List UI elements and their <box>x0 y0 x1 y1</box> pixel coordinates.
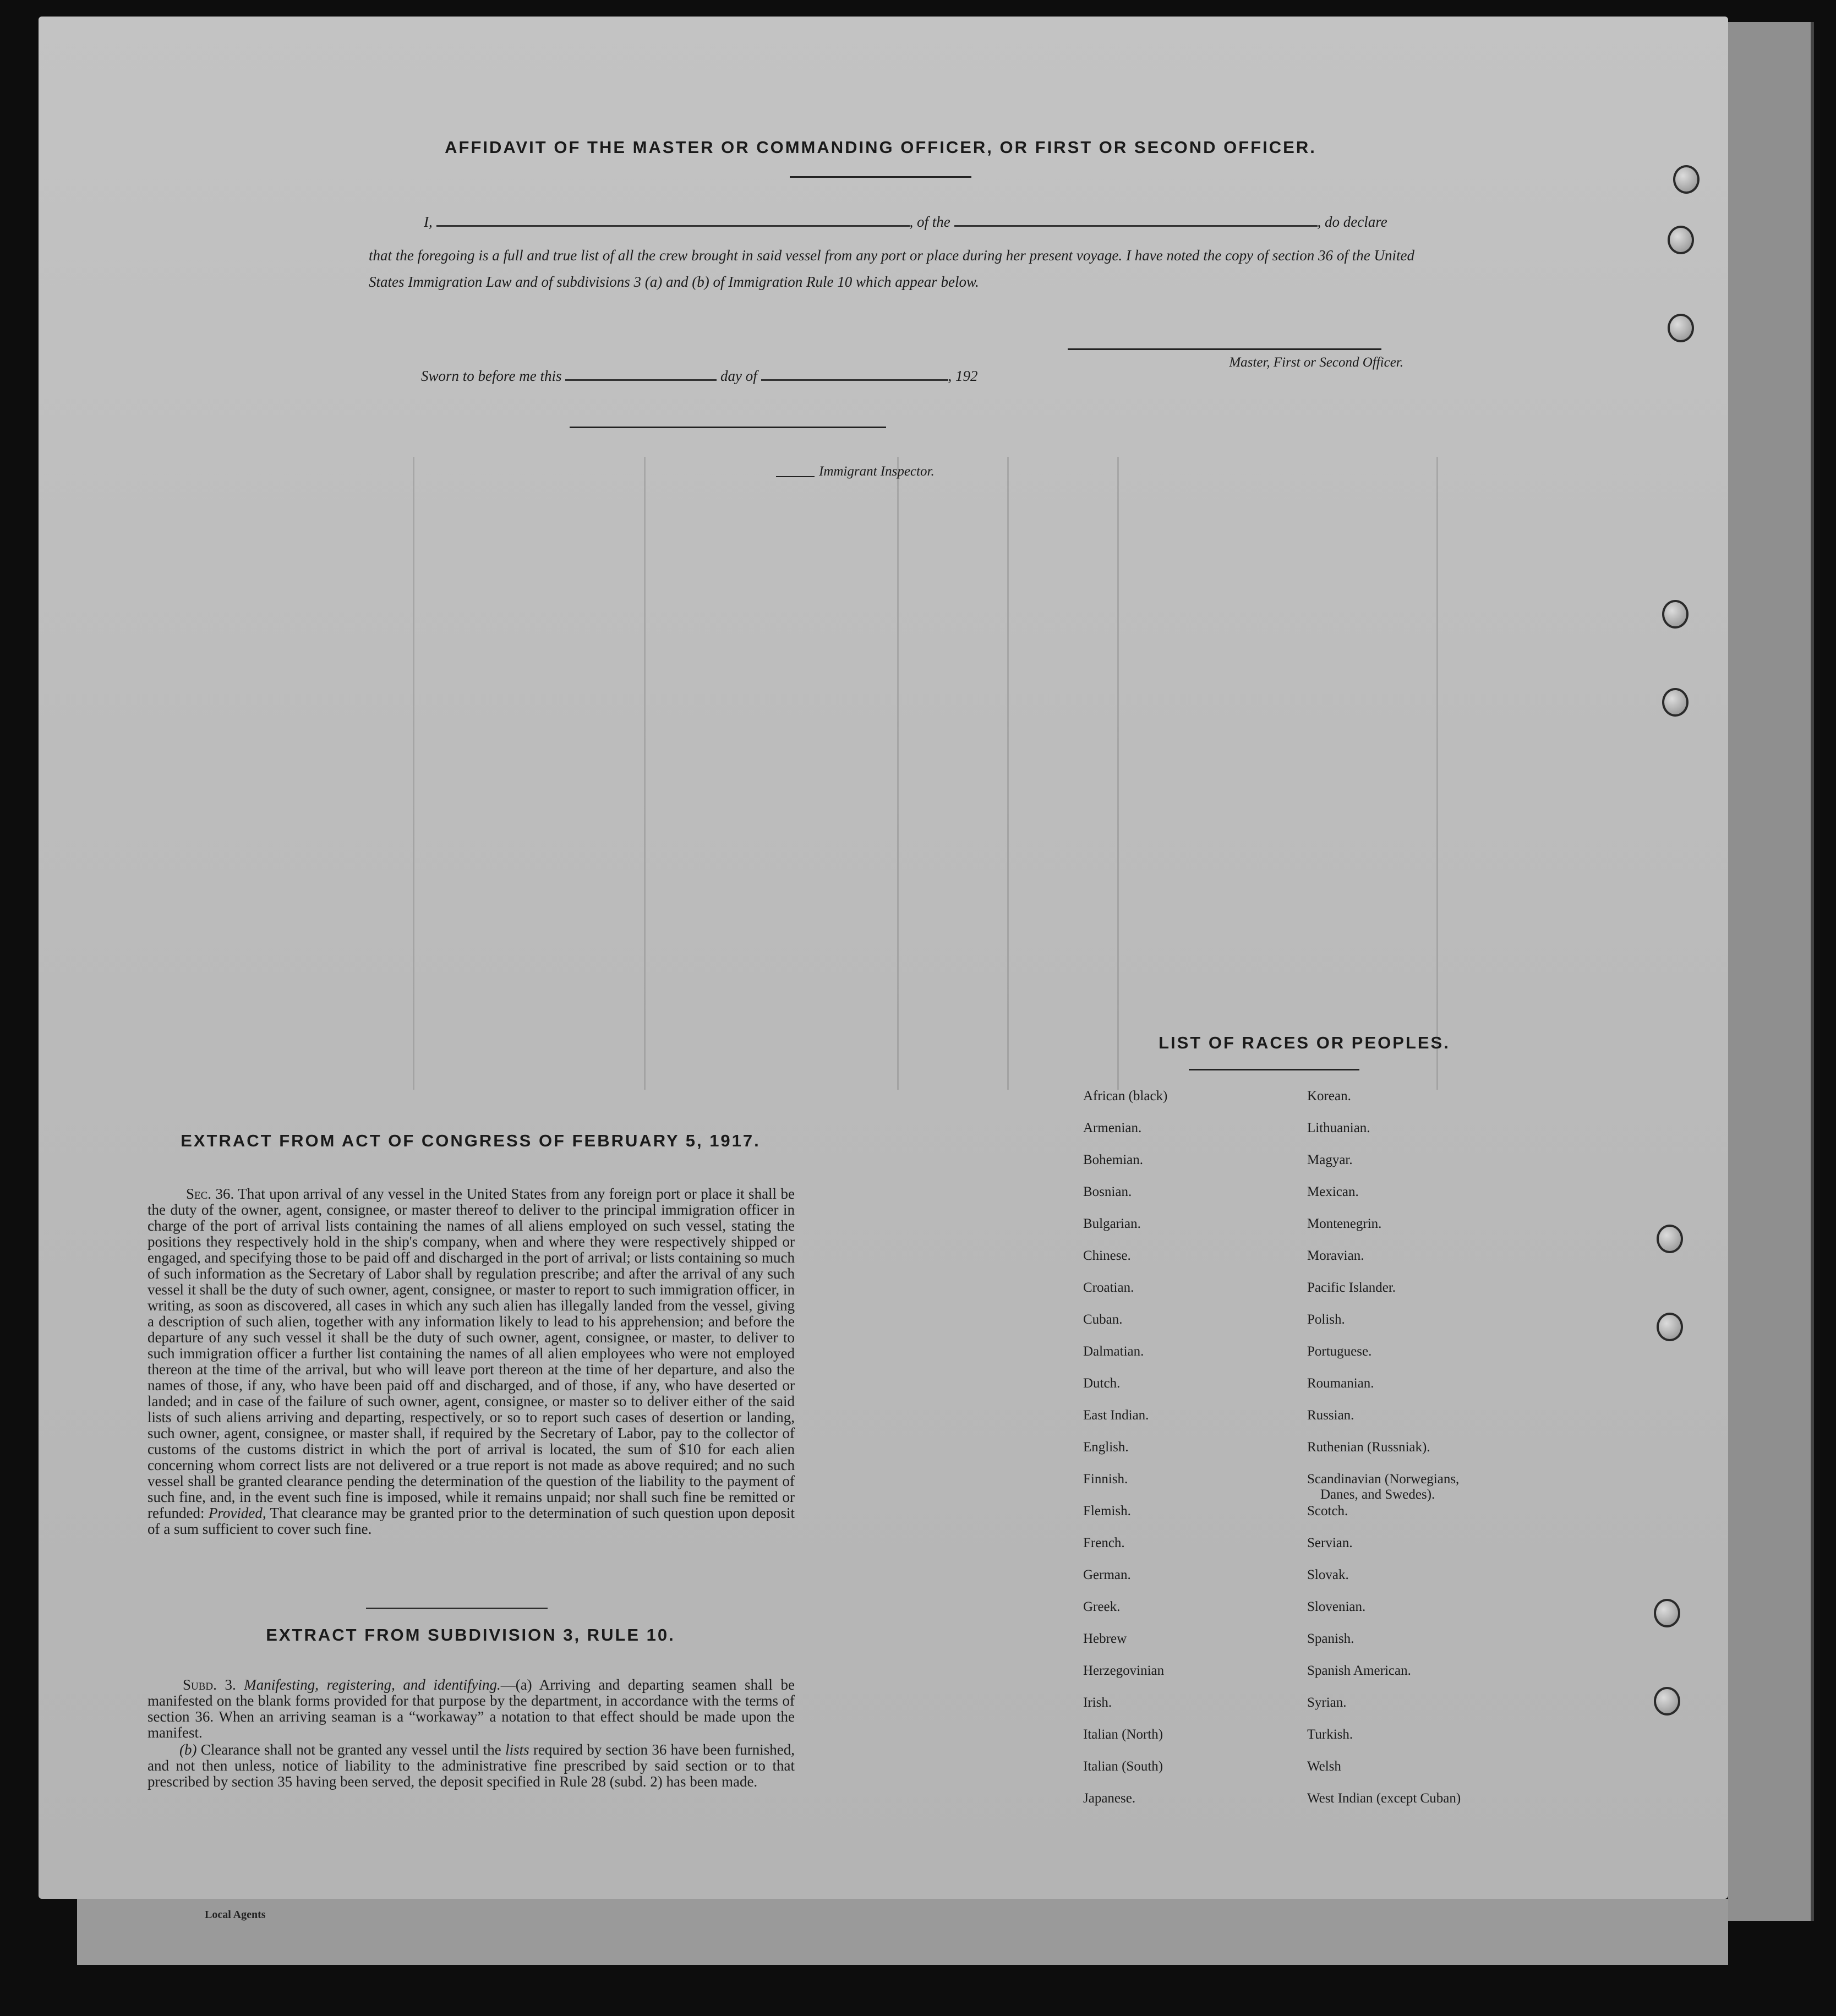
faint-column-line <box>1007 457 1009 1090</box>
race-item: Lithuanian. <box>1307 1121 1370 1135</box>
race-item: Italian (South) <box>1083 1759 1163 1774</box>
inspector-signature-line[interactable] <box>570 427 886 428</box>
name-blank[interactable] <box>436 225 910 227</box>
races-title: LIST OF RACES OR PEOPLES. <box>1159 1033 1450 1052</box>
race-item: Portuguese. <box>1307 1344 1372 1359</box>
race-item: Bulgarian. <box>1083 1216 1141 1231</box>
race-item: Dalmatian. <box>1083 1344 1144 1359</box>
subd-label: Subd. 3. <box>183 1676 236 1693</box>
race-item: Servian. <box>1307 1536 1353 1550</box>
local-agents-label: Local Agents <box>205 1909 266 1921</box>
inspector-label-dash <box>776 476 815 477</box>
faint-column-line <box>1117 457 1119 1090</box>
act-extract-title: EXTRACT FROM ACT OF CONGRESS OF FEBRUARY 5, 1917. <box>181 1131 761 1150</box>
binder-hole <box>1654 1599 1680 1627</box>
sworn-day-blank[interactable] <box>565 379 717 381</box>
act-section-36-text <box>147 1186 795 1537</box>
rule-para-b <box>147 1742 795 1790</box>
sworn-month-blank[interactable] <box>761 379 948 381</box>
race-item: West Indian (except Cuban) <box>1307 1791 1461 1806</box>
race-item: Dutch. <box>1083 1376 1121 1391</box>
sec-36-body: That upon arrival of any vessel in the United States from any foreign port or place it shall be the duty of the owner, agent, consignee, or master thereof to deliver to the principal immigration officer in charge of the port of arrival lists containing the names of all aliens employed on such vessel, stating the positions they respectively hold in the ship's company, when and where they were respectively shipped or engaged, and specifying those to be paid off and discharged in the port of arrival; or lists containing so much of such information as the Secretary of Labor shall by regulation prescribe; and after the arrival of any such vessel it shall be the duty of such owner, agent, consignee, or master to report to such immigration officer, in writing, as soon as discovered, all cases in which any such alien has illegally landed from the vessel, giving a description of such alien, together with any information likely to lead to his apprehension; and before the departure of any such vessel it shall be the duty of such owner, agent, consignee, or master, to deliver to such immigration officer a further list containing the names of all alien employees who were not employed thereon at the time of the arrival, but who will leave port thereon at the time of her departure, and also the names of those, if any, who have been paid off and discharged, and of those, if any, who have deserted or landed; and in case of the failure of such owner, agent, consignee, or master so to deliver either of the said lists of such aliens arriving and departing, respectively, or so to report such cases of desertion or landing, such owner, agent, consignee, or master shall, if required by the Secretary of Labor, pay to the collector of customs of the customs district in which the port of arrival is located, the sum of $10 for each alien concerning whom correct lists are not delivered or a true report is not made as above required; and no such vessel shall be granted clearance pending the determination of the question of the liability to the payment of such fine, and, in the event such fine is imposed, while it remains unpaid; nor shall such fine be remitted or refunded: <box>147 1185 795 1521</box>
race-item: German. <box>1083 1567 1131 1582</box>
race-item: Scotch. <box>1307 1504 1348 1518</box>
race-item: Turkish. <box>1307 1727 1353 1742</box>
race-item-scandinavian <box>1307 1472 1461 1504</box>
race-item: French. <box>1083 1536 1125 1550</box>
race-item: Irish. <box>1083 1695 1112 1710</box>
declaration-body: that the foregoing is a full and true list of all the crew brought in said vessel from any port or place during her present voyage. I have noted the copy of section 36 of the United States Immigration Law and of subdivisions 3 (a) and (b) of Immigration Rule 10 which appear below. <box>369 247 1414 290</box>
affidavit-title: AFFIDAVIT OF THE MASTER OR COMMANDING OFFICER, OR FIRST OR SECOND OFFICER. <box>445 138 1316 157</box>
binder-hole <box>1662 600 1689 629</box>
title-underline <box>790 176 971 178</box>
sworn-text: Sworn to before me this <box>421 368 562 384</box>
race-item: Moravian. <box>1307 1248 1364 1263</box>
race-item: Montenegrin. <box>1307 1216 1382 1231</box>
master-signature-label: Master, First or Second Officer. <box>1229 355 1403 370</box>
race-item: Korean. <box>1307 1089 1351 1103</box>
race-item: Italian (North) <box>1083 1727 1163 1742</box>
binder-hole <box>1662 688 1689 717</box>
race-item: Russian. <box>1307 1408 1354 1423</box>
sworn-line <box>421 368 1247 385</box>
race-item: Armenian. <box>1083 1121 1142 1135</box>
faint-column-line <box>644 457 646 1090</box>
day-of-text: day of <box>720 368 757 384</box>
race-item: Slovenian. <box>1307 1599 1366 1614</box>
sec-36-label: Sec. 36. <box>186 1185 234 1202</box>
race-item: Roumanian. <box>1307 1376 1374 1391</box>
immigrant-inspector-label: Immigrant Inspector. <box>819 464 935 479</box>
race-item: Slovak. <box>1307 1567 1349 1582</box>
race-item: Bohemian. <box>1083 1152 1144 1167</box>
race-item: Syrian. <box>1307 1695 1347 1710</box>
faint-column-line <box>1436 457 1438 1090</box>
race-item: Chinese. <box>1083 1248 1131 1263</box>
faint-column-line <box>897 457 899 1090</box>
provided-word: Provided, <box>208 1505 266 1521</box>
race-item: Spanish American. <box>1307 1663 1411 1678</box>
para-b-lists: lists <box>505 1741 529 1758</box>
faint-column-line <box>413 457 414 1090</box>
race-item: Welsh <box>1307 1759 1341 1774</box>
race-item: Bosnian. <box>1083 1184 1132 1199</box>
race-item-continuation: Danes, and Swedes). <box>1320 1487 1435 1502</box>
para-a-lead: —(a) <box>500 1676 532 1693</box>
rule-extract-title: EXTRACT FROM SUBDIVISION 3, RULE 10. <box>266 1625 675 1645</box>
race-item: Mexican. <box>1307 1184 1359 1199</box>
race-item: Hebrew <box>1083 1631 1127 1646</box>
race-item: Greek. <box>1083 1599 1121 1614</box>
races-title-underline <box>1189 1069 1359 1070</box>
subd-heading: Manifesting, registering, and identifying. <box>244 1676 501 1693</box>
rule-para-a <box>147 1677 795 1741</box>
underlying-page-bottom <box>77 1899 1728 1965</box>
race-item: Croatian. <box>1083 1280 1134 1295</box>
year-prefix: , 192 <box>948 368 978 384</box>
binder-hole <box>1654 1687 1680 1715</box>
race-item: Spanish. <box>1307 1631 1354 1646</box>
race-item: Herzegovinian <box>1083 1663 1165 1678</box>
binder-hole <box>1657 1313 1683 1341</box>
declaration-do-declare: , do declare <box>1317 214 1387 230</box>
races-column-2 <box>1307 1089 1461 1823</box>
vessel-blank[interactable] <box>954 225 1318 227</box>
declaration-i: I, <box>424 214 433 230</box>
extract-divider <box>366 1608 548 1609</box>
para-b-text1: Clearance shall not be granted any vessel until the <box>200 1741 501 1758</box>
race-item: English. <box>1083 1440 1129 1455</box>
race-item: Polish. <box>1307 1312 1345 1327</box>
para-b-text2: required by section 36 have been furnished, and not then unless, notice of liability to the administrative fine prescribed by said section or to that prescribed by section 35 having been served, the deposit specified in Rule 28 (subd. 2) has been made. <box>147 1741 795 1790</box>
binder-hole <box>1673 165 1700 194</box>
declaration-of-the: , of the <box>909 214 950 230</box>
para-b-lead: (b) <box>179 1741 197 1758</box>
underlying-page-edge <box>1728 22 1814 1921</box>
binder-hole <box>1668 314 1694 342</box>
race-item: Ruthenian (Russniak). <box>1307 1440 1430 1455</box>
manifest-page <box>39 17 1728 1899</box>
declaration-line <box>369 214 1414 231</box>
race-item: Flemish. <box>1083 1504 1131 1518</box>
binder-hole <box>1668 226 1694 254</box>
race-item: East Indian. <box>1083 1408 1149 1423</box>
race-item: Finnish. <box>1083 1472 1128 1487</box>
para-a-text: Arriving and departing seamen shall be manifested on the blank forms provided for that purpose by the department, in accordance with the terms of section 36. When an arriving seaman is a “workaway” a notation to that effect should be made upon the manifest. <box>147 1676 795 1741</box>
race-item: Magyar. <box>1307 1152 1353 1167</box>
race-item: African (black) <box>1083 1089 1168 1103</box>
race-item: Pacific Islander. <box>1307 1280 1396 1295</box>
sec-36-proviso: That clearance may be granted prior to the determination of such question upon deposit of a sum sufficient to cover such fine. <box>147 1505 795 1537</box>
binder-hole <box>1657 1225 1683 1253</box>
race-item: Japanese. <box>1083 1791 1136 1806</box>
signature-line[interactable] <box>1068 348 1381 350</box>
race-item: Cuban. <box>1083 1312 1123 1327</box>
race-item: Scandinavian (Norwegians, <box>1307 1472 1460 1487</box>
races-column-1 <box>1083 1089 1167 1823</box>
